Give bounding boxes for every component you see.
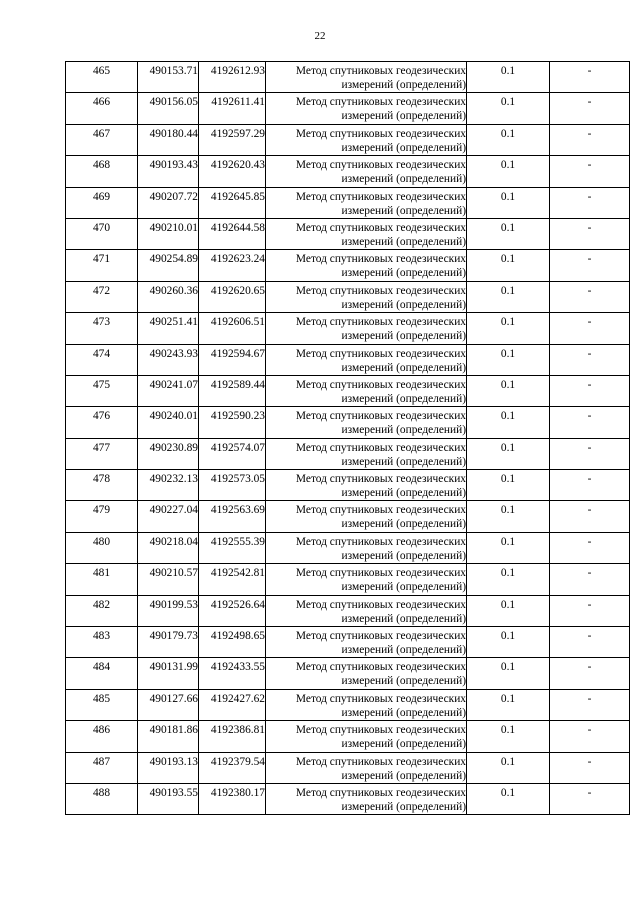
point-number-cell: 473 xyxy=(66,313,138,344)
method-cell xyxy=(266,689,467,720)
method-cell xyxy=(266,564,467,595)
table-row xyxy=(66,281,630,312)
method-cell xyxy=(266,281,467,312)
note-cell: - xyxy=(550,187,630,218)
note-cell: - xyxy=(550,595,630,626)
method-line: измерений (определений) xyxy=(341,330,466,343)
x-coordinate-cell: 490180.44 xyxy=(138,124,199,155)
method-line: измерений (определений) xyxy=(341,800,466,813)
table-row xyxy=(66,532,630,563)
method-cell xyxy=(266,470,467,501)
accuracy-cell: 0.1 xyxy=(467,595,550,626)
note-cell: - xyxy=(550,658,630,689)
y-coordinate-cell: 4192386.81 xyxy=(199,721,266,752)
y-coordinate-cell: 4192380.17 xyxy=(199,783,266,814)
method-cell xyxy=(266,532,467,563)
method-line: измерений (определений) xyxy=(341,612,466,625)
method-cell xyxy=(266,344,467,375)
table-row xyxy=(66,375,630,406)
note-cell: - xyxy=(550,689,630,720)
y-coordinate-cell: 4192574.07 xyxy=(199,438,266,469)
accuracy-cell: 0.1 xyxy=(467,187,550,218)
point-number-cell: 485 xyxy=(66,689,138,720)
method-line: Метод спутниковых геодезических xyxy=(295,786,466,799)
point-number-cell: 477 xyxy=(66,438,138,469)
method-cell xyxy=(266,187,467,218)
y-coordinate-cell: 4192620.65 xyxy=(199,281,266,312)
point-number-cell: 482 xyxy=(66,595,138,626)
method-line: измерений (определений) xyxy=(341,455,466,468)
y-coordinate-cell: 4192379.54 xyxy=(199,752,266,783)
accuracy-cell: 0.1 xyxy=(467,62,550,93)
note-cell: - xyxy=(550,783,630,814)
method-cell xyxy=(266,752,467,783)
table-row xyxy=(66,501,630,532)
method-line: измерений (определений) xyxy=(341,235,466,248)
method-line: Метод спутниковых геодезических xyxy=(295,347,466,360)
method-line: измерений (определений) xyxy=(341,675,466,688)
note-cell: - xyxy=(550,470,630,501)
point-number-cell: 475 xyxy=(66,375,138,406)
x-coordinate-cell: 490227.04 xyxy=(138,501,199,532)
table-row xyxy=(66,752,630,783)
method-line: Метод спутниковых геодезических xyxy=(295,159,466,172)
accuracy-cell: 0.1 xyxy=(467,532,550,563)
point-number-cell: 488 xyxy=(66,783,138,814)
table-row xyxy=(66,407,630,438)
method-line: измерений (определений) xyxy=(341,424,466,437)
method-line: Метод спутниковых геодезических xyxy=(295,535,466,548)
x-coordinate-cell: 490193.43 xyxy=(138,156,199,187)
point-number-cell: 478 xyxy=(66,470,138,501)
coordinates-table-body xyxy=(66,62,630,815)
point-number-cell: 486 xyxy=(66,721,138,752)
y-coordinate-cell: 4192606.51 xyxy=(199,313,266,344)
method-cell xyxy=(266,501,467,532)
table-row xyxy=(66,93,630,124)
note-cell: - xyxy=(550,532,630,563)
method-line: Метод спутниковых геодезических xyxy=(295,692,466,705)
coordinates-table xyxy=(65,61,630,815)
note-cell: - xyxy=(550,407,630,438)
method-line: Метод спутниковых геодезических xyxy=(295,598,466,611)
method-line: Метод спутниковых геодезических xyxy=(295,504,466,517)
method-line: измерений (определений) xyxy=(341,487,466,500)
method-line: Метод спутниковых геодезических xyxy=(295,567,466,580)
x-coordinate-cell: 490240.01 xyxy=(138,407,199,438)
note-cell: - xyxy=(550,627,630,658)
accuracy-cell: 0.1 xyxy=(467,156,550,187)
accuracy-cell: 0.1 xyxy=(467,281,550,312)
method-line: измерений (определений) xyxy=(341,110,466,123)
method-line: измерений (определений) xyxy=(341,392,466,405)
accuracy-cell: 0.1 xyxy=(467,313,550,344)
point-number-cell: 472 xyxy=(66,281,138,312)
accuracy-cell: 0.1 xyxy=(467,783,550,814)
note-cell: - xyxy=(550,375,630,406)
x-coordinate-cell: 490254.89 xyxy=(138,250,199,281)
accuracy-cell: 0.1 xyxy=(467,564,550,595)
note-cell: - xyxy=(550,124,630,155)
method-line: измерений (определений) xyxy=(341,298,466,311)
x-coordinate-cell: 490210.01 xyxy=(138,218,199,249)
table-row xyxy=(66,689,630,720)
table-row xyxy=(66,313,630,344)
method-line: Метод спутниковых геодезических xyxy=(295,284,466,297)
accuracy-cell: 0.1 xyxy=(467,721,550,752)
point-number-cell: 467 xyxy=(66,124,138,155)
y-coordinate-cell: 4192563.69 xyxy=(199,501,266,532)
table-row xyxy=(66,627,630,658)
y-coordinate-cell: 4192623.24 xyxy=(199,250,266,281)
method-cell xyxy=(266,595,467,626)
x-coordinate-cell: 490127.66 xyxy=(138,689,199,720)
note-cell: - xyxy=(550,156,630,187)
method-line: Метод спутниковых геодезических xyxy=(295,661,466,674)
y-coordinate-cell: 4192590.23 xyxy=(199,407,266,438)
method-line: измерений (определений) xyxy=(341,267,466,280)
point-number-cell: 470 xyxy=(66,218,138,249)
point-number-cell: 481 xyxy=(66,564,138,595)
method-line: измерений (определений) xyxy=(341,361,466,374)
table-row xyxy=(66,124,630,155)
note-cell: - xyxy=(550,501,630,532)
method-line: Метод спутниковых геодезических xyxy=(295,378,466,391)
method-line: Метод спутниковых геодезических xyxy=(295,253,466,266)
accuracy-cell: 0.1 xyxy=(467,689,550,720)
method-cell xyxy=(266,156,467,187)
x-coordinate-cell: 490232.13 xyxy=(138,470,199,501)
method-cell xyxy=(266,721,467,752)
method-cell xyxy=(266,124,467,155)
table-row xyxy=(66,595,630,626)
point-number-cell: 466 xyxy=(66,93,138,124)
accuracy-cell: 0.1 xyxy=(467,344,550,375)
method-line: измерений (определений) xyxy=(341,581,466,594)
note-cell: - xyxy=(550,344,630,375)
method-line: измерений (определений) xyxy=(341,173,466,186)
y-coordinate-cell: 4192555.39 xyxy=(199,532,266,563)
accuracy-cell: 0.1 xyxy=(467,218,550,249)
accuracy-cell: 0.1 xyxy=(467,438,550,469)
x-coordinate-cell: 490218.04 xyxy=(138,532,199,563)
x-coordinate-cell: 490199.53 xyxy=(138,595,199,626)
table-row xyxy=(66,721,630,752)
point-number-cell: 483 xyxy=(66,627,138,658)
method-line: измерений (определений) xyxy=(341,644,466,657)
x-coordinate-cell: 490193.13 xyxy=(138,752,199,783)
y-coordinate-cell: 4192573.05 xyxy=(199,470,266,501)
accuracy-cell: 0.1 xyxy=(467,627,550,658)
method-line: измерений (определений) xyxy=(341,141,466,154)
point-number-cell: 474 xyxy=(66,344,138,375)
method-line: Метод спутниковых геодезических xyxy=(295,724,466,737)
method-line: Метод спутниковых геодезических xyxy=(295,127,466,140)
table-row xyxy=(66,783,630,814)
x-coordinate-cell: 490193.55 xyxy=(138,783,199,814)
method-line: измерений (определений) xyxy=(341,769,466,782)
point-number-cell: 484 xyxy=(66,658,138,689)
note-cell: - xyxy=(550,564,630,595)
method-line: Метод спутниковых геодезических xyxy=(295,630,466,643)
point-number-cell: 468 xyxy=(66,156,138,187)
method-cell xyxy=(266,313,467,344)
method-cell xyxy=(266,658,467,689)
y-coordinate-cell: 4192594.67 xyxy=(199,344,266,375)
method-line: Метод спутниковых геодезических xyxy=(295,316,466,329)
method-line: измерений (определений) xyxy=(341,549,466,562)
method-cell xyxy=(266,93,467,124)
y-coordinate-cell: 4192526.64 xyxy=(199,595,266,626)
x-coordinate-cell: 490207.72 xyxy=(138,187,199,218)
x-coordinate-cell: 490243.93 xyxy=(138,344,199,375)
point-number-cell: 480 xyxy=(66,532,138,563)
y-coordinate-cell: 4192498.65 xyxy=(199,627,266,658)
point-number-cell: 471 xyxy=(66,250,138,281)
x-coordinate-cell: 490131.99 xyxy=(138,658,199,689)
y-coordinate-cell: 4192542.81 xyxy=(199,564,266,595)
accuracy-cell: 0.1 xyxy=(467,250,550,281)
point-number-cell: 487 xyxy=(66,752,138,783)
y-coordinate-cell: 4192427.62 xyxy=(199,689,266,720)
note-cell: - xyxy=(550,752,630,783)
y-coordinate-cell: 4192611.41 xyxy=(199,93,266,124)
method-line: измерений (определений) xyxy=(341,79,466,91)
y-coordinate-cell: 4192645.85 xyxy=(199,187,266,218)
note-cell: - xyxy=(550,218,630,249)
method-cell xyxy=(266,783,467,814)
y-coordinate-cell: 4192589.44 xyxy=(199,375,266,406)
x-coordinate-cell: 490251.41 xyxy=(138,313,199,344)
method-cell xyxy=(266,375,467,406)
accuracy-cell: 0.1 xyxy=(467,407,550,438)
method-line: измерений (определений) xyxy=(341,706,466,719)
accuracy-cell: 0.1 xyxy=(467,752,550,783)
x-coordinate-cell: 490260.36 xyxy=(138,281,199,312)
accuracy-cell: 0.1 xyxy=(467,658,550,689)
table-row xyxy=(66,187,630,218)
method-line: Метод спутниковых геодезических xyxy=(295,96,466,109)
table-row xyxy=(66,250,630,281)
x-coordinate-cell: 490181.86 xyxy=(138,721,199,752)
table-row xyxy=(66,658,630,689)
method-line: Метод спутниковых геодезических xyxy=(295,65,466,77)
y-coordinate-cell: 4192620.43 xyxy=(199,156,266,187)
note-cell: - xyxy=(550,313,630,344)
method-cell xyxy=(266,250,467,281)
y-coordinate-cell: 4192612.93 xyxy=(199,62,266,93)
method-line: измерений (определений) xyxy=(341,738,466,751)
method-line: измерений (определений) xyxy=(341,204,466,217)
point-number-cell: 469 xyxy=(66,187,138,218)
table-row xyxy=(66,62,630,93)
y-coordinate-cell: 4192433.55 xyxy=(199,658,266,689)
table-row xyxy=(66,470,630,501)
method-line: Метод спутниковых геодезических xyxy=(295,221,466,234)
x-coordinate-cell: 490179.73 xyxy=(138,627,199,658)
method-cell xyxy=(266,407,467,438)
method-cell xyxy=(266,627,467,658)
accuracy-cell: 0.1 xyxy=(467,375,550,406)
accuracy-cell: 0.1 xyxy=(467,470,550,501)
method-line: Метод спутниковых геодезических xyxy=(295,441,466,454)
accuracy-cell: 0.1 xyxy=(467,93,550,124)
y-coordinate-cell: 4192644.58 xyxy=(199,218,266,249)
method-line: Метод спутниковых геодезических xyxy=(295,473,466,486)
table-row xyxy=(66,564,630,595)
point-number-cell: 465 xyxy=(66,62,138,93)
method-line: Метод спутниковых геодезических xyxy=(295,190,466,203)
x-coordinate-cell: 490153.71 xyxy=(138,62,199,93)
note-cell: - xyxy=(550,721,630,752)
method-cell xyxy=(266,218,467,249)
y-coordinate-cell: 4192597.29 xyxy=(199,124,266,155)
point-number-cell: 479 xyxy=(66,501,138,532)
method-line: измерений (определений) xyxy=(341,518,466,531)
table-row xyxy=(66,156,630,187)
note-cell: - xyxy=(550,281,630,312)
table-row xyxy=(66,218,630,249)
note-cell: - xyxy=(550,250,630,281)
method-line: Метод спутниковых геодезических xyxy=(295,410,466,423)
x-coordinate-cell: 490156.05 xyxy=(138,93,199,124)
x-coordinate-cell: 490241.07 xyxy=(138,375,199,406)
note-cell: - xyxy=(550,438,630,469)
method-cell xyxy=(266,438,467,469)
x-coordinate-cell: 490230.89 xyxy=(138,438,199,469)
accuracy-cell: 0.1 xyxy=(467,124,550,155)
point-number-cell: 476 xyxy=(66,407,138,438)
x-coordinate-cell: 490210.57 xyxy=(138,564,199,595)
page-number: 22 xyxy=(314,30,326,42)
method-cell xyxy=(266,62,467,93)
method-line: Метод спутниковых геодезических xyxy=(295,755,466,768)
accuracy-cell: 0.1 xyxy=(467,501,550,532)
note-cell: - xyxy=(550,93,630,124)
table-row xyxy=(66,344,630,375)
note-cell: - xyxy=(550,62,630,93)
table-row xyxy=(66,438,630,469)
